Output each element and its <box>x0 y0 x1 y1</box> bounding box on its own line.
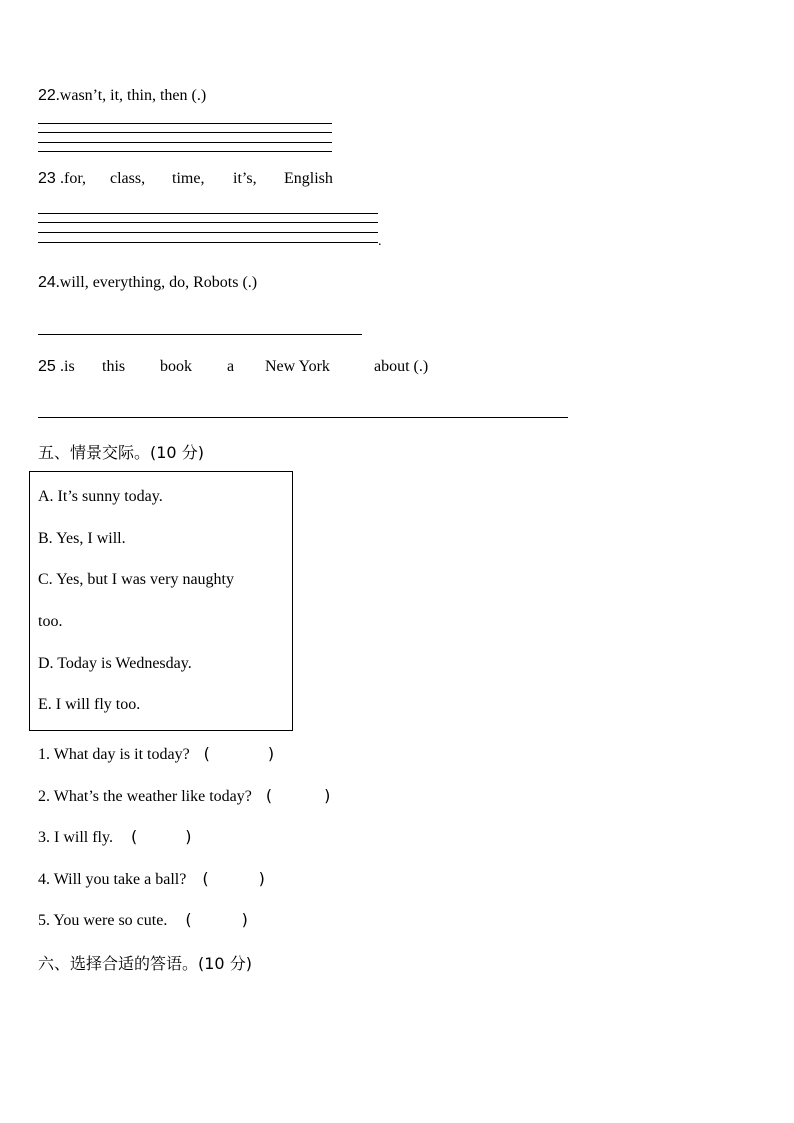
answer-paren-close: ) <box>267 744 275 763</box>
question-22-number: 22 <box>38 87 56 104</box>
question-24-text: .will, everything, do, Robots (.) <box>55 274 258 291</box>
section-6-title: 六、选择合适的答语。(10 分) <box>38 954 252 973</box>
option-e: E. I will fly too. <box>38 696 141 713</box>
answer-line-23d <box>38 242 378 243</box>
question-2 <box>38 786 330 806</box>
question-23-word: .for, <box>60 170 87 187</box>
question-25-word: a <box>227 358 235 375</box>
question-25-word: about (.) <box>374 358 429 375</box>
question-25-number: 25 <box>38 358 56 375</box>
question-5 <box>38 910 248 930</box>
question-3-text: 3. I will fly. <box>38 829 113 846</box>
question-1 <box>38 744 274 764</box>
question-5-text: 5. You were so cute. <box>38 912 168 929</box>
question-23-word: it’s, <box>233 170 257 187</box>
question-23 <box>38 170 378 192</box>
option-c: C. Yes, but I was very naughty <box>38 571 234 588</box>
answer-line-22c <box>38 142 332 143</box>
question-4 <box>38 869 265 889</box>
answer-paren-open: ( <box>130 827 138 846</box>
answer-paren-close: ) <box>324 786 331 805</box>
question-23-word: class, <box>110 170 146 187</box>
question-23-word: English <box>284 170 333 187</box>
answer-paren-close: ) <box>258 869 265 888</box>
answer-paren-close: ) <box>185 827 192 846</box>
question-22 <box>38 87 206 105</box>
answer-line-23a <box>38 213 378 214</box>
answer-paren-open: ( <box>265 786 273 805</box>
question-23-word: time, <box>172 170 205 187</box>
question-24 <box>38 274 257 292</box>
question-25-word: book <box>160 358 192 375</box>
question-2-text: 2. What’s the weather like today? <box>38 788 252 805</box>
option-d: D. Today is Wednesday. <box>38 655 192 672</box>
answer-line-22d <box>38 151 332 152</box>
answer-line-22b <box>38 132 332 133</box>
answer-line-25 <box>38 417 568 418</box>
answer-line-24 <box>38 334 362 335</box>
question-23-number: 23 <box>38 170 56 187</box>
question-3 <box>38 827 191 847</box>
question-25 <box>38 358 458 380</box>
option-b: B. Yes, I will. <box>38 530 126 547</box>
answer-paren-open: ( <box>203 744 210 763</box>
answer-23-end-mark: . <box>378 234 382 249</box>
answer-paren-open: ( <box>202 869 209 888</box>
question-25-word: this <box>102 358 126 375</box>
options-box <box>29 471 293 731</box>
answer-line-22a <box>38 123 332 124</box>
answer-paren-open: ( <box>185 910 192 929</box>
question-25-word: .is <box>60 358 75 375</box>
question-1-text: 1. What day is it today? <box>38 746 190 763</box>
question-22-text: .wasn’t, it, thin, then (.) <box>55 87 207 104</box>
question-4-text: 4. Will you take a ball? <box>38 871 187 888</box>
option-a: A. It’s sunny today. <box>38 488 163 505</box>
option-c-continued: too. <box>38 613 63 630</box>
section-5-title: 五、情景交际。(10 分) <box>38 443 204 462</box>
question-24-number: 24 <box>38 274 56 291</box>
answer-line-23c <box>38 232 378 233</box>
answer-line-23b <box>38 222 378 223</box>
question-25-word: New York <box>265 358 330 375</box>
answer-paren-close: ) <box>241 910 248 929</box>
